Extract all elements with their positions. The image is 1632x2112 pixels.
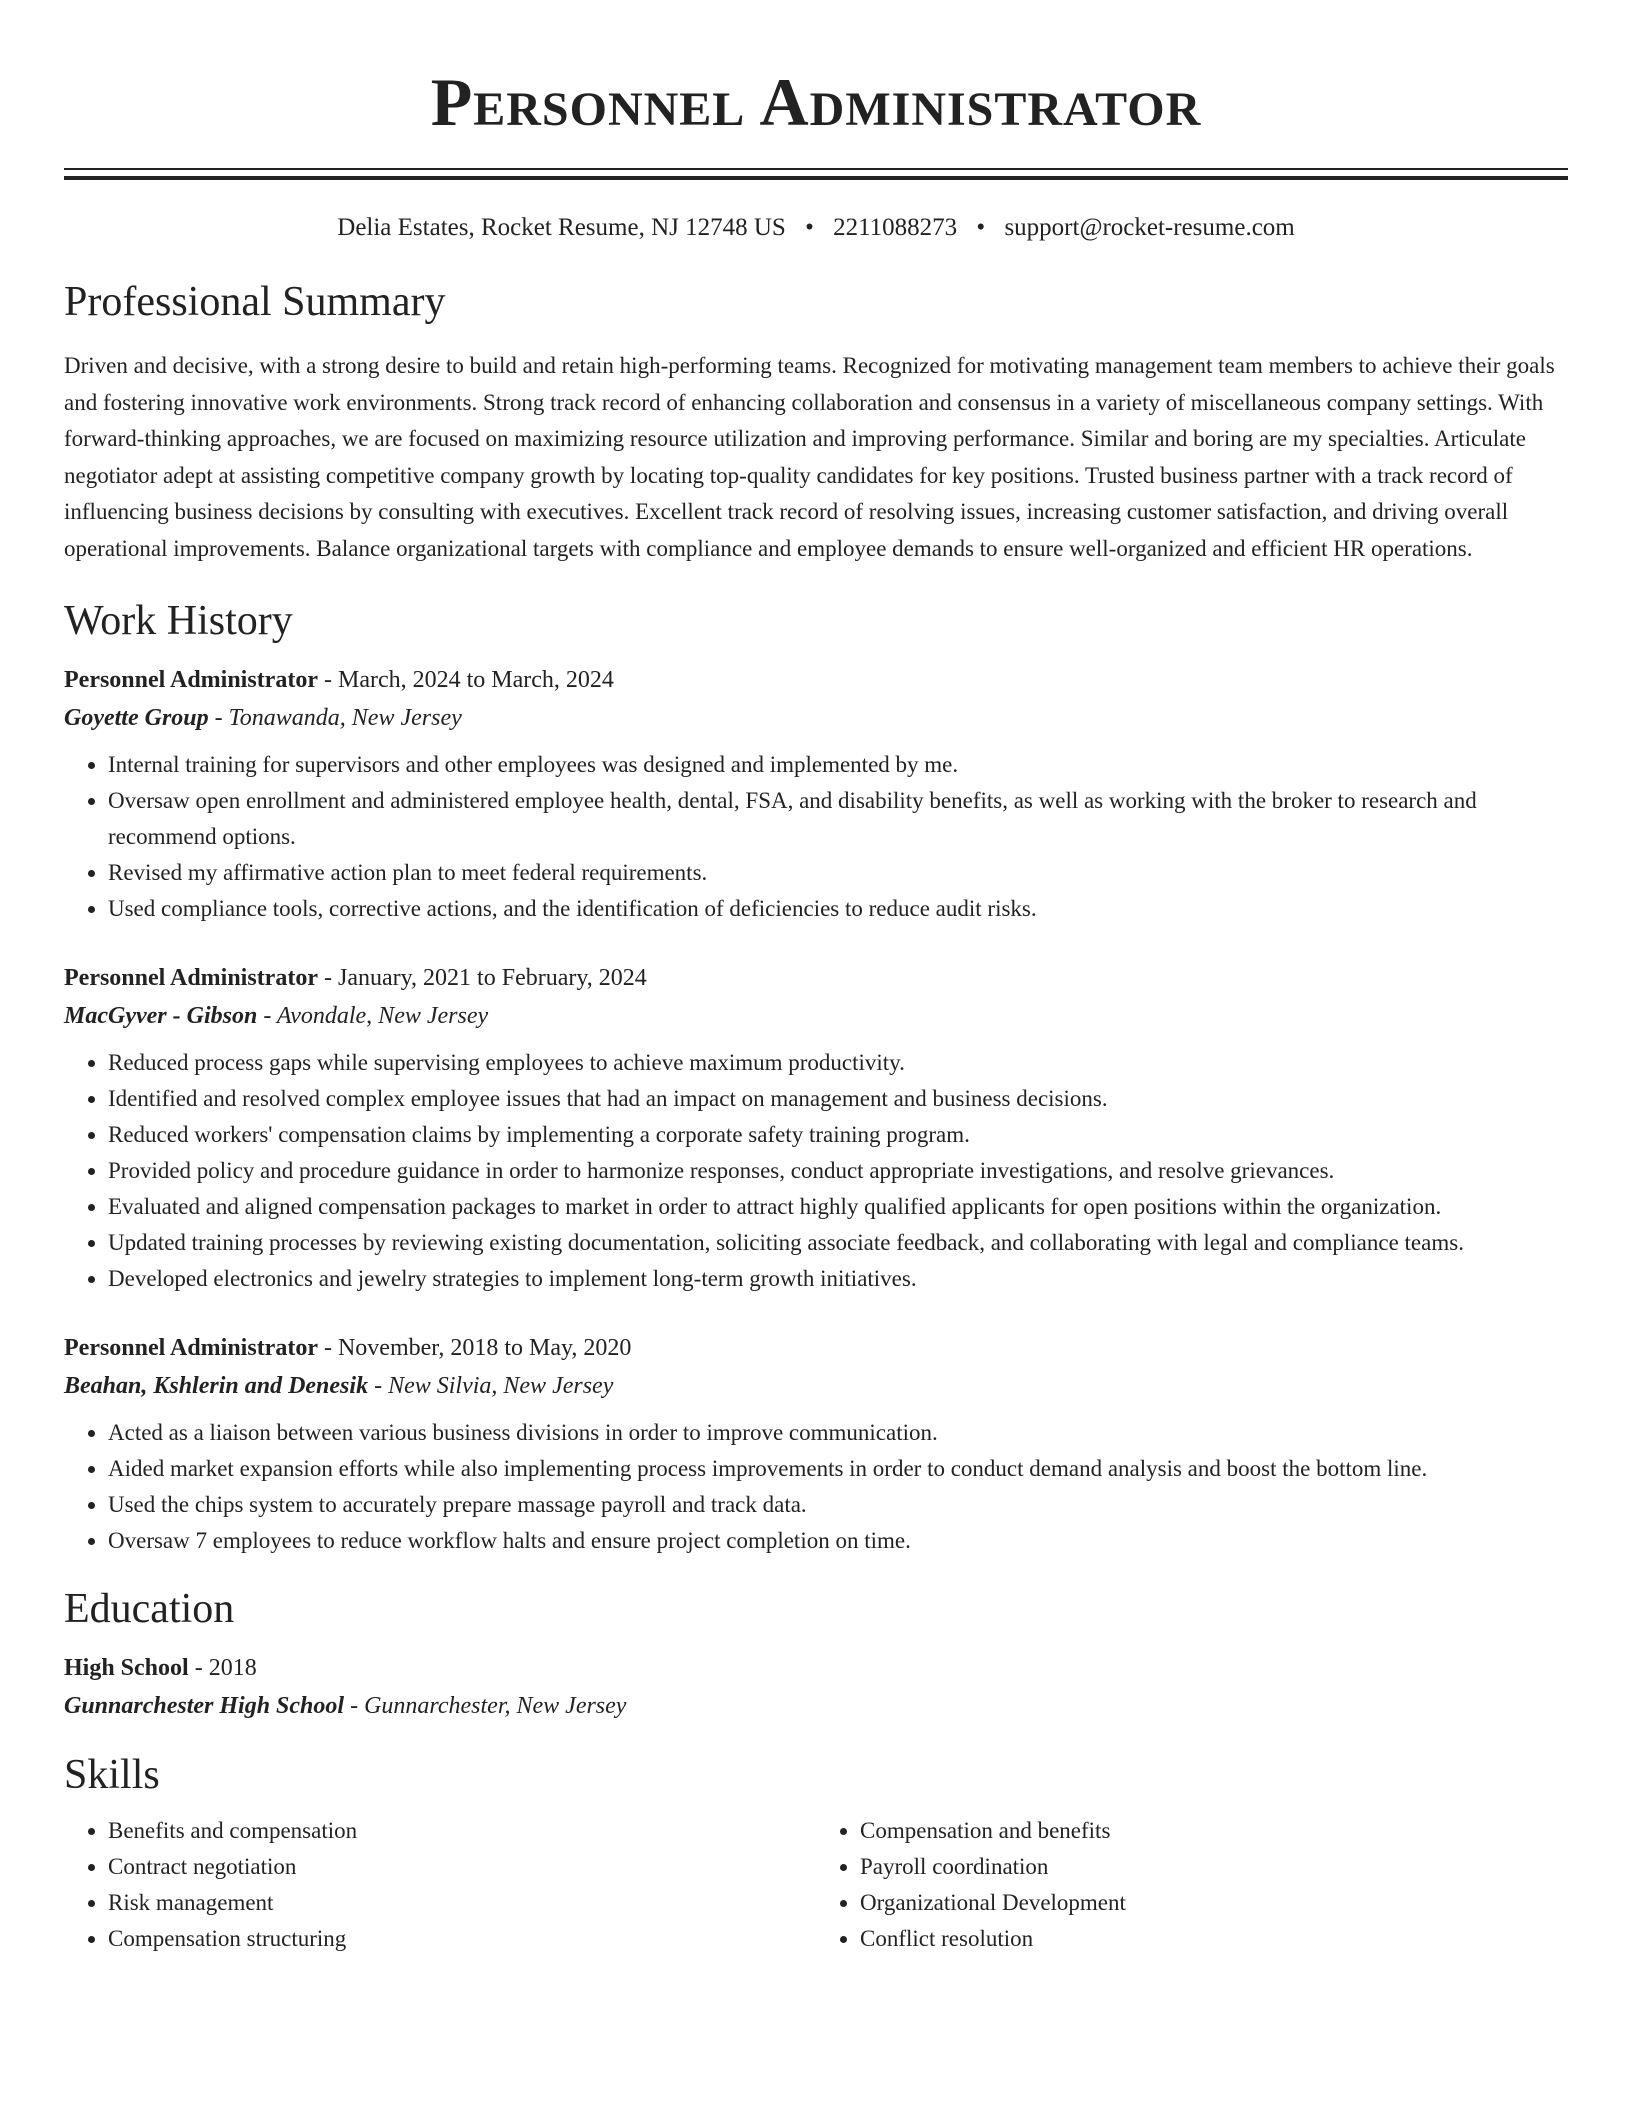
contact-address: Delia Estates, Rocket Resume, NJ 12748 US bbox=[337, 214, 786, 241]
job-dates: - November, 2018 to May, 2020 bbox=[317, 1335, 632, 1361]
list-item: • Evaluated and aligned compensation packages to market in order to attract highly qualified applicants for open positions within the organization. bbox=[108, 1189, 1568, 1225]
education-degree-line bbox=[64, 1649, 1568, 1687]
list-item: • Oversaw 7 employees to reduce workflow halts and ensure project completion on time. bbox=[108, 1523, 1568, 1559]
job-company: Beahan, Kshlerin and Denesik bbox=[64, 1373, 369, 1399]
job-bullets bbox=[64, 1045, 1568, 1297]
job-dates: - March, 2024 to March, 2024 bbox=[317, 667, 614, 693]
education-entry bbox=[64, 1649, 1568, 1725]
list-item: • Used compliance tools, corrective actions, and the identification of deficiencies to reduce audit risks. bbox=[108, 891, 1568, 927]
work-history-heading: Work History bbox=[64, 598, 293, 644]
list-item: • Used the chips system to accurately prepare massage payroll and track data. bbox=[108, 1487, 1568, 1523]
skill-item: • Benefits and compensation bbox=[108, 1813, 816, 1849]
skill-item: • Risk management bbox=[108, 1885, 816, 1921]
job-role: Personnel Administrator bbox=[64, 667, 318, 693]
contact-separator: • bbox=[976, 214, 986, 241]
candidate-name: Personnel Administrator bbox=[430, 64, 1202, 140]
job-dates: - January, 2021 to February, 2024 bbox=[317, 965, 647, 991]
education-school-line bbox=[64, 1687, 1568, 1725]
job-entry bbox=[64, 1329, 1568, 1559]
skills-column-right bbox=[816, 1813, 1568, 1957]
skills-grid bbox=[64, 1813, 1568, 1957]
job-role: Personnel Administrator bbox=[64, 1335, 318, 1361]
list-item: • Provided policy and procedure guidance in order to harmonize responses, conduct appropriate investigations, and resolve grievances. bbox=[108, 1153, 1568, 1189]
education-year: - 2018 bbox=[188, 1655, 257, 1681]
job-company: Goyette Group bbox=[64, 705, 209, 731]
job-location: - Avondale, New Jersey bbox=[257, 1003, 489, 1029]
skill-item: • Conflict resolution bbox=[860, 1921, 1568, 1957]
list-item: • Reduced workers' compensation claims by implementing a corporate safety training program. bbox=[108, 1117, 1568, 1153]
job-company-line bbox=[64, 699, 1568, 737]
summary-heading: Professional Summary bbox=[64, 279, 446, 325]
header-rule bbox=[64, 168, 1568, 180]
skills-heading: Skills bbox=[64, 1752, 160, 1798]
job-company-line bbox=[64, 997, 1568, 1035]
job-entry bbox=[64, 661, 1568, 927]
list-item: • Acted as a liaison between various business divisions in order to improve communication. bbox=[108, 1415, 1568, 1451]
header-rule-thick bbox=[64, 176, 1568, 180]
skill-item: • Organizational Development bbox=[860, 1885, 1568, 1921]
contact-line bbox=[64, 212, 1568, 244]
education-heading: Education bbox=[64, 1586, 235, 1632]
education-location: - Gunnarchester, New Jersey bbox=[344, 1693, 627, 1719]
list-item: • Developed electronics and jewelry strategies to implement long-term growth initiatives. bbox=[108, 1261, 1568, 1297]
job-bullets bbox=[64, 747, 1568, 927]
education-school: Gunnarchester High School bbox=[64, 1693, 345, 1719]
list-item: • Reduced process gaps while supervising employees to achieve maximum productivity. bbox=[108, 1045, 1568, 1081]
skill-item: • Payroll coordination bbox=[860, 1849, 1568, 1885]
list-item: • Revised my affirmative action plan to meet federal requirements. bbox=[108, 855, 1568, 891]
job-bullets bbox=[64, 1415, 1568, 1559]
job-title-line bbox=[64, 1329, 1568, 1367]
skill-item: • Compensation and benefits bbox=[860, 1813, 1568, 1849]
list-item: • Oversaw open enrollment and administered employee health, dental, FSA, and disability benefits, as well as working with the broker to research and recommend options. bbox=[108, 783, 1568, 855]
skills-column-left bbox=[64, 1813, 816, 1957]
job-company-line bbox=[64, 1367, 1568, 1405]
education-degree: High School bbox=[64, 1655, 189, 1681]
job-location: - New Silvia, New Jersey bbox=[368, 1373, 614, 1399]
skill-item: • Compensation structuring bbox=[108, 1921, 816, 1957]
list-item: • Updated training processes by reviewing existing documentation, soliciting associate feedback, and collaborating with legal and compliance teams. bbox=[108, 1225, 1568, 1261]
job-title-line bbox=[64, 959, 1568, 997]
job-role: Personnel Administrator bbox=[64, 965, 318, 991]
job-company: MacGyver - Gibson bbox=[64, 1003, 258, 1029]
list-item: • Identified and resolved complex employee issues that had an impact on management and business decisions. bbox=[108, 1081, 1568, 1117]
contact-phone: 2211088273 bbox=[833, 214, 958, 241]
header-rule-thin bbox=[64, 168, 1568, 170]
contact-email: support@rocket-resume.com bbox=[1004, 214, 1295, 241]
summary-text: Driven and decisive, with a strong desire to build and retain high-performing teams. Recognized for motivating management team members to achieve their goals and fostering innovative work environments. Strong track record of enhancing collaboration and consensus in a variety of miscellaneous company settings. With forward-thinking approaches, we are focused on maximizing resource utilization and improving performance. Similar and boring are my specialties. Articulate negotiator adept at assisting competitive company growth by locating top-quality candidates for key positions. Trusted business partner with a track record of influencing business decisions by consulting with executives. Excellent track record of resolving issues, increasing customer satisfaction, and driving overall operational improvements. Balance organizational targets with compliance and employee demands to ensure well-organized and efficient HR operations. bbox=[64, 353, 1555, 561]
list-item: • Aided market expansion efforts while also implementing process improvements in order to conduct demand analysis and boost the bottom line. bbox=[108, 1451, 1568, 1487]
job-entry bbox=[64, 959, 1568, 1297]
contact-separator: • bbox=[805, 214, 814, 241]
job-title-line bbox=[64, 661, 1568, 699]
list-item: • Internal training for supervisors and other employees was designed and implemented by me. bbox=[108, 747, 1568, 783]
job-location: - Tonawanda, New Jersey bbox=[208, 705, 462, 731]
skill-item: • Contract negotiation bbox=[108, 1849, 816, 1885]
